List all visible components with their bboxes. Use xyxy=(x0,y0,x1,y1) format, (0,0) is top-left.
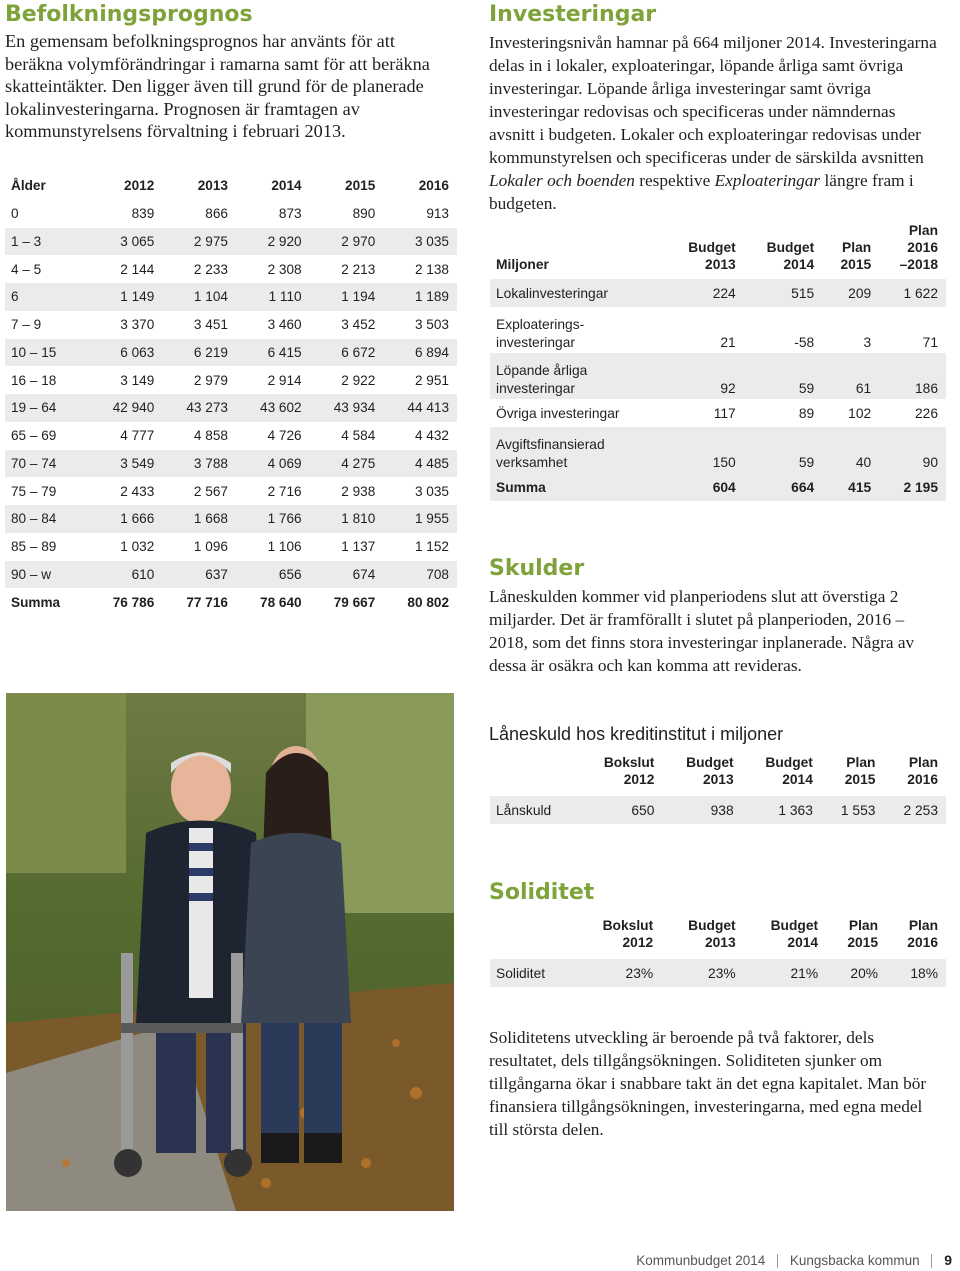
solidity-table xyxy=(490,917,946,987)
population-cell: 2 233 xyxy=(193,261,228,277)
value-cell: 226 xyxy=(914,405,938,421)
population-cell: 1 152 xyxy=(414,539,449,555)
sum-cell: 415 xyxy=(848,479,872,495)
population-cell: 2 144 xyxy=(120,261,155,277)
value-cell: 59 xyxy=(798,380,815,396)
section-title-soliditet: Soliditet xyxy=(489,880,595,905)
population-cell: 1 106 xyxy=(267,539,302,555)
table-row xyxy=(5,477,457,505)
value-cell: 150 xyxy=(712,454,736,470)
population-cell: 2 308 xyxy=(267,261,302,277)
table-row xyxy=(5,283,457,311)
population-cell: 2 975 xyxy=(193,233,228,249)
age-group-cell: 70 – 74 xyxy=(11,455,57,471)
age-group-cell: 7 – 9 xyxy=(11,317,42,333)
population-cell: 1 668 xyxy=(193,511,228,527)
table-row xyxy=(490,307,946,353)
value-cell: 650 xyxy=(631,802,655,818)
value-cell: 224 xyxy=(712,285,736,301)
population-cell: 2 567 xyxy=(193,483,228,499)
age-group-cell: 10 – 15 xyxy=(11,344,57,360)
population-cell: 6 219 xyxy=(193,344,228,360)
sum-label-cell: Summa xyxy=(496,479,546,495)
table-sum-row xyxy=(490,473,946,501)
population-cell: 1 189 xyxy=(414,289,449,305)
population-cell: 43 934 xyxy=(333,400,376,416)
population-cell: 3 451 xyxy=(193,317,228,333)
row-label-cell: Soliditet xyxy=(496,965,546,981)
table-row xyxy=(5,339,457,367)
column-header: Budget 2013 xyxy=(688,240,736,272)
population-cell: 2 213 xyxy=(341,261,376,277)
table-row xyxy=(490,427,946,473)
soliditet-paragraph: Soliditetens utveckling är beroende på två faktorer, dels resultatet, dels tillgångsökningen. Soliditeten sjunker om tillgångarna ökar i snabbare takt än det egna kapitalet. Man bör finansiera tillgångsökningen, investeringarna, med egna medel till största delen. xyxy=(489,1028,927,1139)
table-row xyxy=(5,450,457,478)
value-cell: 1 363 xyxy=(778,802,813,818)
population-cell: 2 938 xyxy=(341,483,376,499)
table-row xyxy=(5,311,457,339)
column-header: Budget 2013 xyxy=(688,918,736,950)
population-cell: 866 xyxy=(205,206,228,222)
column-header: Bokslut 2012 xyxy=(603,755,655,787)
table-header-row xyxy=(490,754,946,796)
column-header: Budget 2014 xyxy=(770,918,819,950)
section-title-skulder: Skulder xyxy=(489,556,585,581)
population-cell: 1 666 xyxy=(120,511,155,527)
value-cell: -58 xyxy=(794,334,815,350)
column-header: Plan 2016 xyxy=(907,755,938,787)
table-row xyxy=(5,228,457,256)
population-cell: 4 584 xyxy=(341,428,376,444)
population-cell: 708 xyxy=(426,566,449,582)
population-cell: 2 970 xyxy=(341,233,376,249)
age-group-cell: 80 – 84 xyxy=(11,511,57,527)
table-row xyxy=(490,353,946,399)
population-cell: 6 672 xyxy=(341,344,376,360)
age-group-cell: 90 – w xyxy=(11,566,52,582)
population-cell: 1 096 xyxy=(193,539,228,555)
age-group-cell: 0 xyxy=(11,206,19,222)
population-cell: 4 069 xyxy=(267,455,302,471)
population-cell: 839 xyxy=(131,206,155,222)
sum-cell: 79 667 xyxy=(333,594,376,610)
age-group-cell: 6 xyxy=(11,289,19,305)
section-title-befolkningsprognos: Befolkningsprognos xyxy=(5,2,253,27)
value-cell: 23% xyxy=(708,965,736,981)
table-row xyxy=(5,505,457,533)
sum-cell: 2 195 xyxy=(903,479,938,495)
population-cell: 4 777 xyxy=(120,428,155,444)
value-cell: 186 xyxy=(914,380,938,396)
value-cell: 3 xyxy=(863,334,872,350)
population-cell: 3 035 xyxy=(414,233,449,249)
population-cell: 6 063 xyxy=(120,344,155,360)
value-cell: 59 xyxy=(798,454,815,470)
value-cell: 18% xyxy=(910,965,938,981)
population-cell: 6 894 xyxy=(414,344,449,360)
population-cell: 890 xyxy=(352,206,376,222)
population-cell: 1 194 xyxy=(341,289,376,305)
population-cell: 637 xyxy=(205,566,228,582)
value-cell: 21 xyxy=(720,334,736,350)
column-header: 2013 xyxy=(197,178,228,194)
population-cell: 4 726 xyxy=(267,428,302,444)
population-cell: 1 137 xyxy=(341,539,376,555)
row-label-cell: Lokalinvesteringar xyxy=(496,285,608,301)
population-cell: 2 433 xyxy=(120,483,155,499)
population-cell: 2 979 xyxy=(193,372,228,388)
value-cell: 40 xyxy=(855,454,872,470)
value-cell: 90 xyxy=(922,454,938,470)
row-label-cell: Lånskuld xyxy=(496,802,552,818)
population-cell: 3 065 xyxy=(120,233,155,249)
footer-separator xyxy=(777,1254,778,1268)
population-cell: 6 415 xyxy=(267,344,302,360)
befolkningsprognos-paragraph: En gemensam befolkningsprognos har använts för att beräkna volymförändringar i ramarna samt för att beräkna skatteintäkter. Den ligger även till grund för de planerade lokalinvesteringarna. Prognosen är framtagen av kommunstyrelsens förvaltning i februari 2013. xyxy=(5,31,430,141)
column-header: Budget 2013 xyxy=(686,755,734,787)
population-cell: 3 549 xyxy=(120,455,155,471)
column-header xyxy=(490,754,579,796)
population-cell: 873 xyxy=(278,206,302,222)
column-header: 2015 xyxy=(345,178,376,194)
value-cell: 89 xyxy=(798,405,815,421)
table-row xyxy=(490,279,946,307)
population-cell: 913 xyxy=(426,206,449,222)
value-cell: 20% xyxy=(850,965,879,981)
population-cell: 2 914 xyxy=(267,372,302,388)
age-population-table xyxy=(5,172,457,616)
value-cell: 71 xyxy=(922,334,938,350)
photo-couple-walking-with-rollator xyxy=(6,693,454,1211)
table-row xyxy=(5,561,457,589)
population-cell: 4 432 xyxy=(414,428,449,444)
age-group-cell: 16 – 18 xyxy=(11,372,57,388)
population-cell: 2 951 xyxy=(414,372,449,388)
population-cell: 1 149 xyxy=(120,289,155,305)
population-cell: 1 104 xyxy=(193,289,228,305)
table-row xyxy=(5,533,457,561)
table-row xyxy=(490,399,946,427)
table-row xyxy=(5,366,457,394)
sum-cell: 78 640 xyxy=(260,594,302,610)
population-cell: 43 602 xyxy=(260,400,302,416)
population-cell: 1 955 xyxy=(414,511,449,527)
table-row xyxy=(5,394,457,422)
column-header xyxy=(490,917,575,959)
population-cell: 3 503 xyxy=(414,317,449,333)
table-row xyxy=(490,959,946,987)
table-sum-row xyxy=(5,588,457,616)
population-cell: 44 413 xyxy=(407,400,449,416)
row-label-cell: Löpande årliga investeringar xyxy=(496,363,588,396)
investeringar-paragraph: Investeringsnivån hamnar på 664 miljoner 2014. Investeringarna delas in i lokaler, exploateringar, löpande årliga samt övriga investeringar. Löpande årliga investeringar samt övriga investeringar redovisas och specificeras under nämndernas avsnitt i budgeten. Lokaler och exploateringar redovisas under kommunstyrelsen och specificeras under de särskilda avsnitten Lokaler och boenden respektive Exploateringar längre fram i budgeten. xyxy=(489,33,937,213)
column-header: 2016 xyxy=(418,178,449,194)
footer-organization: Kungsbacka kommun xyxy=(789,1253,920,1268)
population-cell: 2 922 xyxy=(341,372,376,388)
population-cell: 610 xyxy=(131,566,155,582)
population-cell: 3 452 xyxy=(341,317,376,333)
population-cell: 4 485 xyxy=(414,455,449,471)
section-title-investeringar: Investeringar xyxy=(489,2,657,27)
column-header: Plan 2015 xyxy=(840,240,872,272)
table-row xyxy=(5,255,457,283)
table-header-row xyxy=(490,222,946,279)
value-cell: 1 553 xyxy=(840,802,876,818)
value-cell: 92 xyxy=(720,380,736,396)
age-group-cell: 85 – 89 xyxy=(11,539,57,555)
column-header: Budget 2014 xyxy=(765,755,813,787)
column-header: Plan 2015 xyxy=(847,918,879,950)
population-cell: 1 032 xyxy=(120,539,155,555)
column-header: Budget 2014 xyxy=(766,240,815,272)
sum-cell: 80 802 xyxy=(407,594,449,610)
row-label-cell: Exploaterings- investeringar xyxy=(496,317,585,350)
page-footer xyxy=(636,1252,952,1268)
sum-cell: 604 xyxy=(712,479,736,495)
population-cell: 3 149 xyxy=(120,372,155,388)
population-cell: 1 810 xyxy=(341,511,376,527)
investments-table xyxy=(490,222,946,501)
table-header-row xyxy=(490,917,946,959)
footer-document-name: Kommunbudget 2014 xyxy=(636,1253,766,1268)
population-cell: 4 858 xyxy=(193,428,228,444)
column-header: Miljoner xyxy=(496,257,549,272)
population-cell: 1 110 xyxy=(268,289,302,305)
column-header: Plan 2015 xyxy=(844,755,876,787)
value-cell: 102 xyxy=(848,405,872,421)
column-header: Plan 2016 xyxy=(907,918,938,950)
sum-label-cell: Summa xyxy=(11,594,61,610)
population-cell: 2 716 xyxy=(267,483,302,499)
footer-separator xyxy=(931,1254,932,1268)
page-number: 9 xyxy=(944,1252,952,1268)
value-cell: 938 xyxy=(710,802,734,818)
age-group-cell: 75 – 79 xyxy=(11,483,57,499)
value-cell: 61 xyxy=(855,380,872,396)
population-cell: 3 370 xyxy=(120,317,155,333)
skulder-paragraph: Låneskulden kommer vid planperiodens slut att överstiga 2 miljarder. Det är framförallt i slutet på planperioden, 2016 – 2018, som det finns stora investeringar inplanerade. Några av dessa är osäkra och kan komma att revideras. xyxy=(489,587,915,675)
population-cell: 2 138 xyxy=(414,261,449,277)
population-cell: 674 xyxy=(352,566,376,582)
population-cell: 4 275 xyxy=(341,455,376,471)
age-group-cell: 65 – 69 xyxy=(11,428,57,444)
column-header: Bokslut 2012 xyxy=(602,918,654,950)
value-cell: 23% xyxy=(625,965,654,981)
sum-cell: 664 xyxy=(791,479,815,495)
value-cell: 515 xyxy=(791,285,815,301)
value-cell: 1 622 xyxy=(903,285,938,301)
table-row xyxy=(5,200,457,228)
population-cell: 3 788 xyxy=(193,455,228,471)
column-header: Plan 2016 –2018 xyxy=(899,223,938,272)
value-cell: 117 xyxy=(713,405,736,421)
table-row xyxy=(5,422,457,450)
table-header-row xyxy=(5,172,457,200)
column-header: 2014 xyxy=(271,178,302,194)
loan-table xyxy=(490,754,946,824)
table-row xyxy=(490,796,946,824)
row-label-cell: Avgiftsfinansierad verksamhet xyxy=(496,437,605,470)
population-cell: 3 460 xyxy=(267,317,302,333)
population-cell: 656 xyxy=(278,566,302,582)
row-label-cell: Övriga investeringar xyxy=(496,405,620,421)
column-header: Ålder xyxy=(11,178,46,194)
age-group-cell: 19 – 64 xyxy=(11,400,57,416)
population-cell: 3 035 xyxy=(414,483,449,499)
value-cell: 21% xyxy=(790,965,819,981)
sum-cell: 76 786 xyxy=(112,594,155,610)
population-cell: 43 273 xyxy=(186,400,228,416)
value-cell: 209 xyxy=(848,285,872,301)
population-cell: 42 940 xyxy=(112,400,155,416)
age-group-cell: 4 – 5 xyxy=(11,261,42,277)
column-header: 2012 xyxy=(124,178,155,194)
sum-cell: 77 716 xyxy=(186,594,228,610)
age-group-cell: 1 – 3 xyxy=(11,233,42,249)
population-cell: 1 766 xyxy=(267,511,302,527)
value-cell: 2 253 xyxy=(903,802,938,818)
loan-table-title: Låneskuld hos kreditinstitut i miljoner xyxy=(489,724,784,744)
population-cell: 2 920 xyxy=(267,233,302,249)
